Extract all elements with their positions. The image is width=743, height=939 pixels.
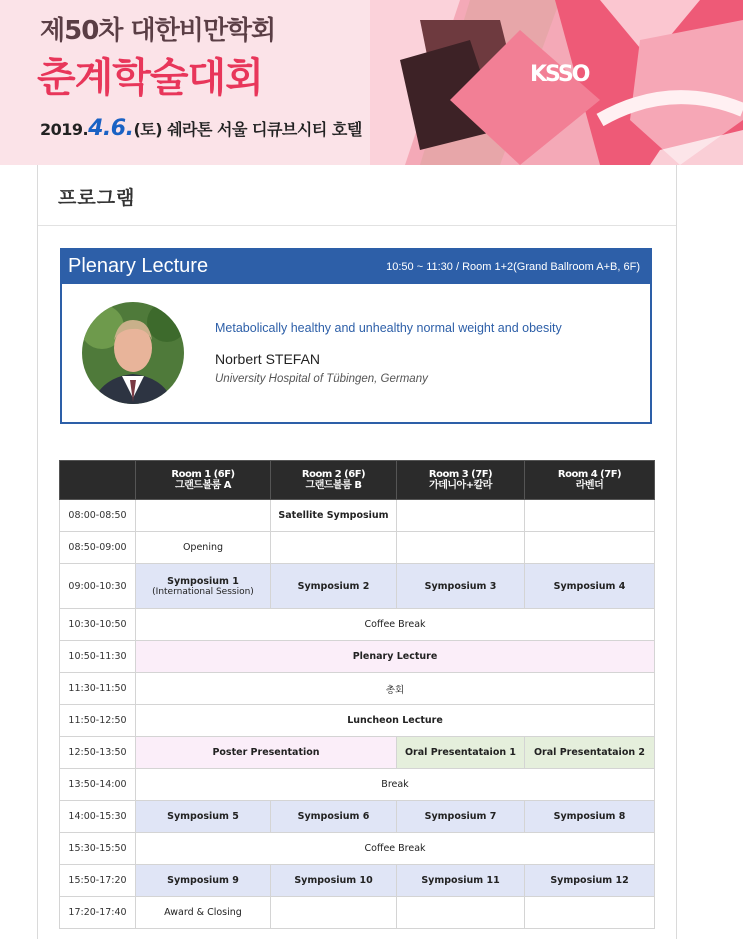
table-row (60, 532, 655, 564)
lecture-topic: Metabolically healthy and unhealthy normal weight and obesity (215, 321, 562, 335)
session-cell: Oral Presentataion 2 (525, 737, 655, 769)
date-month: 4. (88, 116, 111, 141)
session-cell-span: Plenary Lecture (136, 641, 655, 673)
time-cell: 08:50-09:00 (60, 532, 136, 564)
header-room-4: Room 4 (7F) 라벤더 (525, 461, 655, 500)
session-cell: Opening (136, 532, 271, 564)
session-cell: Award & Closing (136, 897, 271, 929)
speaker-affiliation: University Hospital of Tübingen, Germany (215, 373, 428, 385)
session-cell (271, 897, 397, 929)
table-row (60, 500, 655, 532)
session-cell: Satellite Symposium (271, 500, 397, 532)
page-title: 프로그램 (58, 187, 136, 209)
time-cell: 14:00-15:30 (60, 801, 136, 833)
table-row (60, 737, 655, 769)
time-cell: 10:30-10:50 (60, 609, 136, 641)
session-cell: Symposium 4 (525, 564, 655, 609)
session-cell (136, 564, 271, 609)
table-row (60, 769, 655, 801)
session-cell (397, 897, 525, 929)
session-name: Symposium 1 (167, 575, 239, 587)
session-cell-span: Luncheon Lecture (136, 705, 655, 737)
date-year: 2019. (40, 120, 89, 139)
table-row (60, 833, 655, 865)
session-cell (136, 500, 271, 532)
table-row (60, 641, 655, 673)
session-cell-span: Break (136, 769, 655, 801)
table-row (60, 705, 655, 737)
session-cell (525, 897, 655, 929)
society-logo: KSSO (530, 62, 589, 87)
time-cell: 13:50-14:00 (60, 769, 136, 801)
session-cell (525, 532, 655, 564)
session-subtitle: (International Session) (152, 586, 254, 597)
session-cell: Symposium 7 (397, 801, 525, 833)
event-banner (0, 0, 743, 165)
time-cell: 08:00-08:50 (60, 500, 136, 532)
table-row (60, 865, 655, 897)
session-cell-span: Coffee Break (136, 609, 655, 641)
date-venue: (토) 쉐라톤 서울 디큐브시티 호텔 (133, 120, 362, 139)
time-cell: 15:50-17:20 (60, 865, 136, 897)
speaker-photo (82, 302, 184, 404)
time-cell: 17:20-17:40 (60, 897, 136, 929)
session-cell: Symposium 12 (525, 865, 655, 897)
header-time (60, 461, 136, 500)
banner-title: 춘계학술대회 (37, 55, 263, 101)
session-cell: Oral Presentataion 1 (397, 737, 525, 769)
time-cell: 09:00-10:30 (60, 564, 136, 609)
plenary-time-room: 10:50 ~ 11:30 / Room 1+2(Grand Ballroom A+B, 6F) (386, 261, 640, 273)
time-cell: 10:50-11:30 (60, 641, 136, 673)
session-cell: Symposium 9 (136, 865, 271, 897)
schedule-table (59, 460, 655, 929)
session-cell (397, 532, 525, 564)
banner-date-venue (40, 116, 362, 141)
table-row (60, 609, 655, 641)
session-cell: Symposium 6 (271, 801, 397, 833)
table-header-row (60, 461, 655, 500)
speaker-name: Norbert STEFAN (215, 351, 321, 367)
time-cell: 12:50-13:50 (60, 737, 136, 769)
session-cell: Symposium 5 (136, 801, 271, 833)
time-cell: 11:30-11:50 (60, 673, 136, 705)
session-cell (397, 500, 525, 532)
session-cell (271, 532, 397, 564)
session-cell: Symposium 2 (271, 564, 397, 609)
date-day: 6. (110, 116, 134, 141)
banner-subtitle: 제50차 대한비만학회 (40, 16, 276, 46)
session-cell: Symposium 11 (397, 865, 525, 897)
plenary-header (62, 250, 650, 284)
header-room-2: Room 2 (6F) 그랜드볼룸 B (271, 461, 397, 500)
table-row (60, 801, 655, 833)
header-room-3: Room 3 (7F) 가데니아+칼라 (397, 461, 525, 500)
plenary-lecture-box (60, 248, 652, 424)
table-row (60, 564, 655, 609)
session-cell (525, 500, 655, 532)
session-cell-span: 총회 (136, 673, 655, 705)
title-divider (38, 225, 676, 226)
time-cell: 11:50-12:50 (60, 705, 136, 737)
table-row (60, 673, 655, 705)
table-row (60, 897, 655, 929)
session-cell: Symposium 8 (525, 801, 655, 833)
session-cell: Poster Presentation (136, 737, 397, 769)
plenary-title: Plenary Lecture (68, 255, 209, 277)
header-room-1: Room 1 (6F) 그랜드볼룸 A (136, 461, 271, 500)
session-cell-span: Coffee Break (136, 833, 655, 865)
session-cell: Symposium 10 (271, 865, 397, 897)
time-cell: 15:30-15:50 (60, 833, 136, 865)
session-cell: Symposium 3 (397, 564, 525, 609)
